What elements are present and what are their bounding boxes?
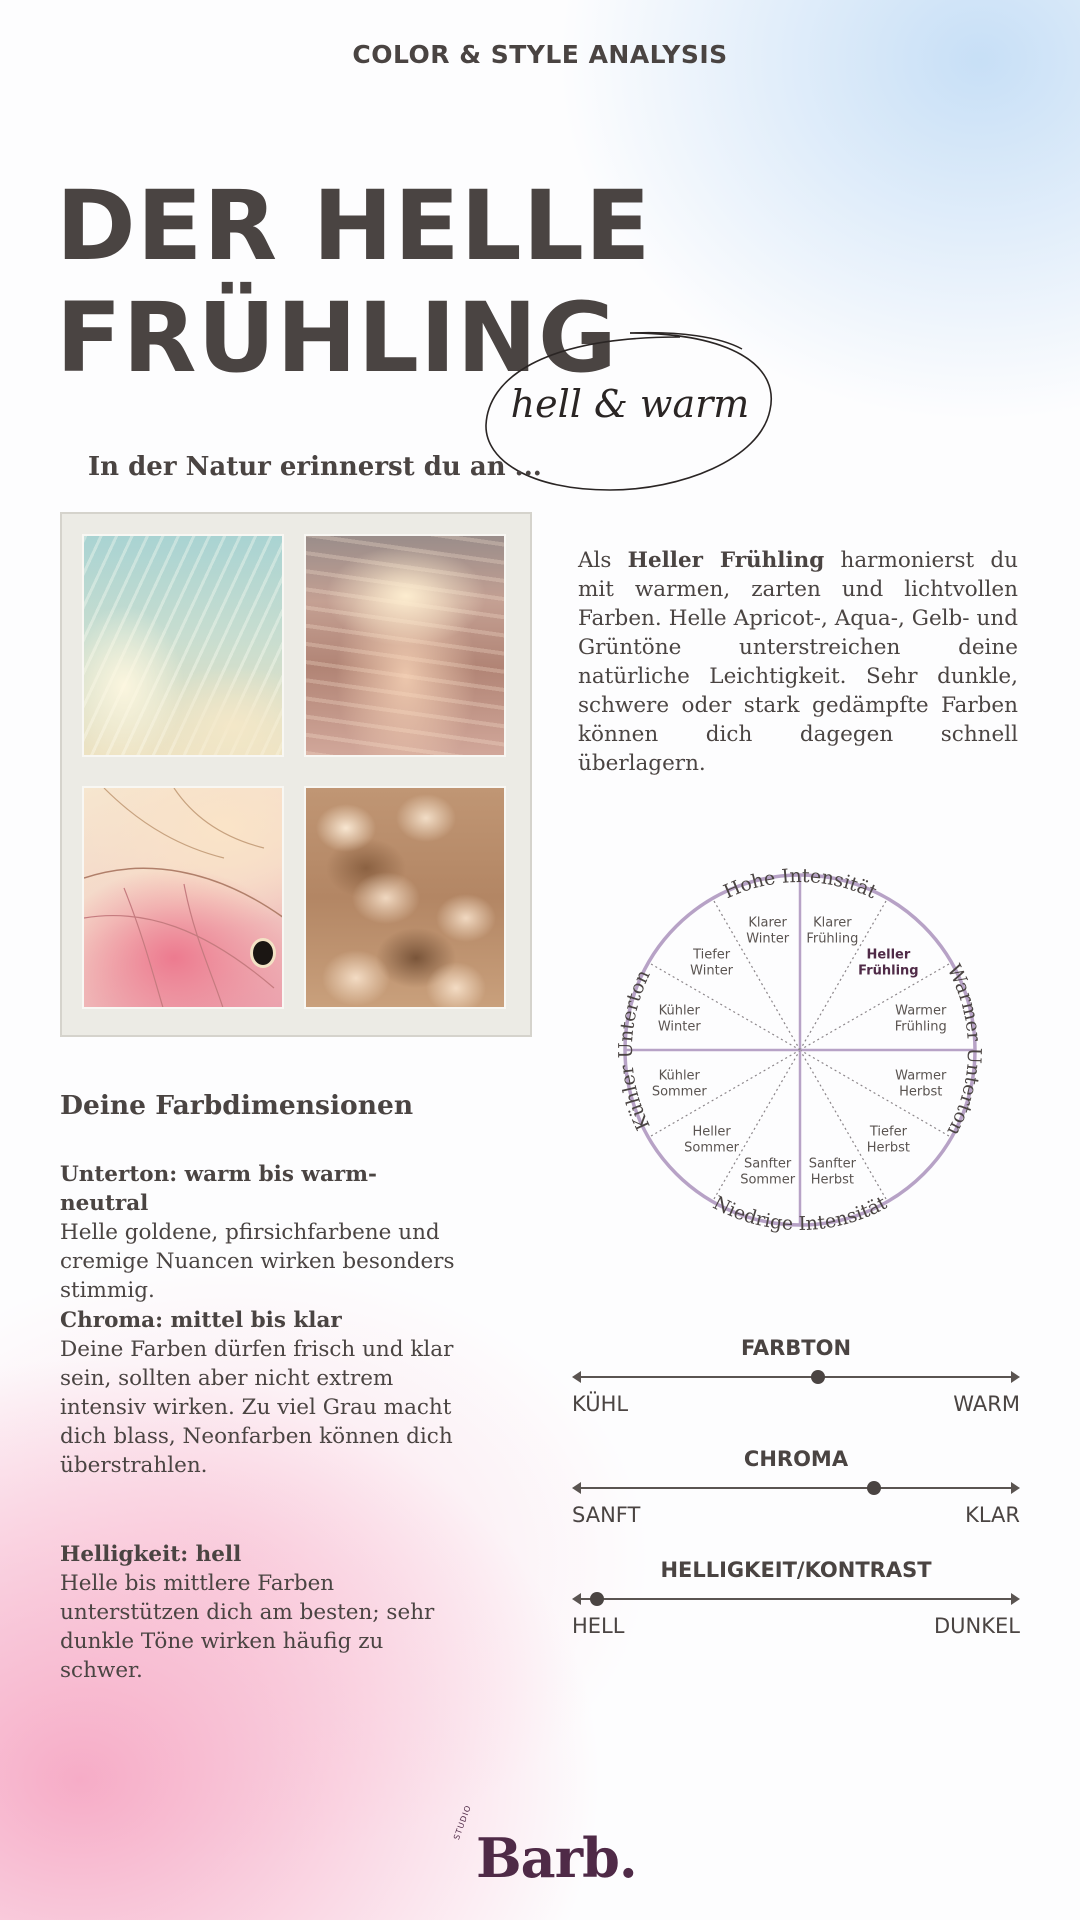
wheel-segment-label: Warmer Frühling [894, 1003, 947, 1035]
header-label: COLOR & STYLE ANALYSIS [352, 40, 728, 69]
scale-track [572, 1366, 1020, 1388]
wheel-segment-label: Sanfter Sommer [740, 1156, 796, 1188]
intro-season: Heller Frühling [627, 548, 825, 573]
wheel-segment-label: Klarer Winter [746, 915, 790, 947]
scale-chroma [572, 1447, 1020, 1529]
wing-veins-icon [84, 788, 284, 1009]
wheel-label-top: Hohe Intensität [720, 864, 880, 904]
dimension-title: Chroma: mittel bis klar [60, 1308, 342, 1333]
sea-photo [304, 534, 506, 757]
arrow-right-icon [1011, 1482, 1020, 1494]
wheel-segment-label: Warmer Herbst [895, 1068, 947, 1100]
dimension-title: Unterton: warm bis warm-neutral [60, 1162, 377, 1216]
scale-marker [590, 1592, 604, 1606]
wheel-segment-label: Kühler Winter [657, 1003, 701, 1035]
title-line-1: DER HELLE [56, 170, 652, 282]
dimension-title: Helligkeit: hell [60, 1542, 242, 1567]
butterfly-wing-photo [82, 786, 284, 1009]
scale-helligkeit [572, 1558, 1020, 1640]
intro-prefix: Als [578, 548, 628, 573]
scale-title: HELLIGKEIT/KONTRAST [660, 1558, 932, 1582]
script-tag-text: hell & warm [510, 382, 750, 426]
arrow-right-icon [1011, 1371, 1020, 1383]
wheel-segment-label: Heller Frühling [858, 947, 919, 979]
wheel-segment-label: Tiefer Winter [690, 947, 734, 979]
wheel-segment-label: Klarer Frühling [806, 915, 859, 947]
wheel-segment-label: Sanfter Herbst [808, 1156, 856, 1188]
dimension-text: Deine Farben dürfen frisch und klar sein, sollten aber nicht extrem intensiv wirken. Zu viel Grau macht dich blass, Neonfarben können dich überstrahlen. [60, 1337, 454, 1478]
dimension-helligkeit [60, 1540, 460, 1685]
scale-title: FARBTON [740, 1336, 852, 1360]
scale-track [572, 1588, 1020, 1610]
arrow-right-icon [1011, 1593, 1020, 1605]
logo-studio-text: STUDIO [452, 1803, 473, 1842]
wheel-segment-label: Kühler Sommer [651, 1068, 707, 1100]
dimension-unterton [60, 1160, 460, 1305]
studio-logo [0, 1803, 1080, 1890]
dimension-chroma [60, 1306, 460, 1480]
scale-marker [867, 1481, 881, 1495]
intro-body: harmonierst du mit warmen, zarten und lichtvollen Farben. Helle Apricot-, Aqua-, Gelb- und Grüntöne unterstreichen deine natürliche Leichtigkeit. Sehr dunkle, schwere oder stark gedämpfte Farben können dich dagegen schnell überlagern. [578, 548, 1018, 776]
scale-high-label: DUNKEL [934, 1614, 1020, 1638]
logo-wordmark: Barb. [476, 1826, 637, 1890]
moodboard [60, 512, 532, 1037]
intro-text [578, 546, 1018, 778]
wing-eyespot [250, 938, 276, 968]
dimensions-heading: Deine Farbdimensionen [60, 1090, 414, 1121]
season-wheel [590, 825, 1010, 1265]
scale-marker [811, 1370, 825, 1384]
scale-low-label: KÜHL [572, 1392, 629, 1416]
wheel-segment-label: Tiefer Herbst [866, 1124, 911, 1156]
iced-coffee-photo [304, 786, 506, 1009]
scale-track [572, 1477, 1020, 1499]
scale-title: CHROMA [743, 1447, 849, 1471]
wheel-label-right: Warmer Unterton [942, 960, 986, 1140]
title-line-2: FRÜHLING [56, 282, 618, 394]
dimension-text: Helle goldene, pfirsichfarbene und cremige Nuancen wirken besonders stimmig. [60, 1220, 455, 1303]
scale-high-label: WARM [953, 1392, 1020, 1416]
scale-low-label: SANFT [572, 1503, 641, 1527]
wheel-segment-label: Heller Sommer [684, 1124, 740, 1156]
dimension-text: Helle bis mittlere Farben unterstützen dich am besten; sehr dunkle Töne wirken häufig zu schwer. [60, 1571, 435, 1683]
wheel-label-left: Kühler Unterton [614, 966, 655, 1134]
oats-photo [82, 534, 284, 757]
scale-farbton [572, 1336, 1020, 1418]
scale-low-label: HELL [572, 1614, 625, 1638]
wheel-label-bottom: Niedrige Intensität [709, 1191, 891, 1236]
nature-heading: In der Natur erinnerst du an ... [88, 452, 542, 482]
scale-high-label: KLAR [965, 1503, 1020, 1527]
